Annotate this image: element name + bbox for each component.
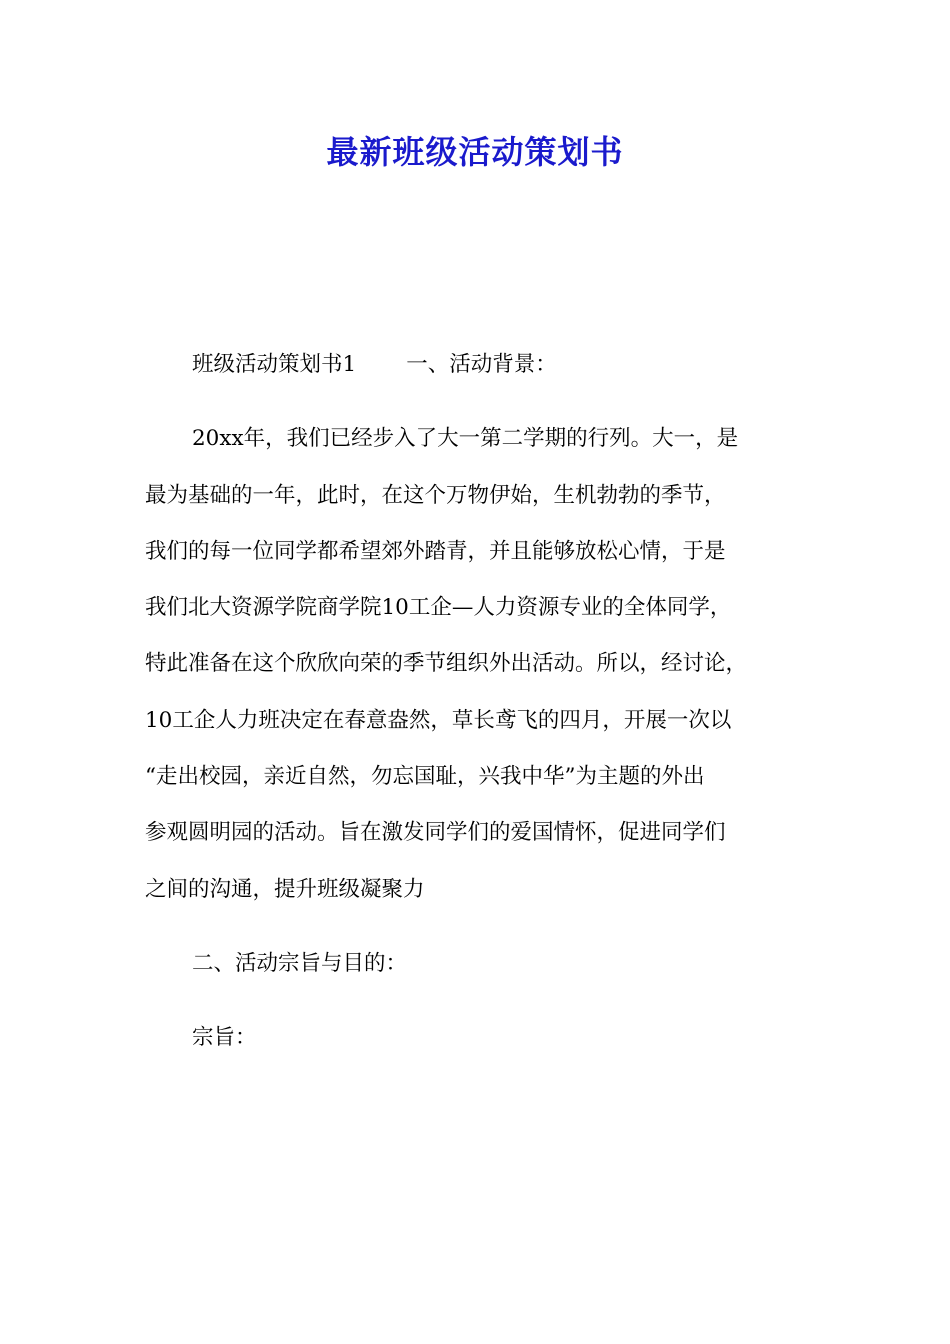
intro-line (145, 337, 810, 393)
document-body (145, 337, 810, 1067)
paragraph-line: 20xx年，我们已经步入了大一第二学期的行列。大一，是 (192, 426, 739, 452)
section-one-heading: 一、活动背景： (406, 352, 557, 377)
document-title: 最新班级活动策划书 (326, 133, 624, 171)
background-paragraph (145, 411, 810, 918)
intro-label: 班级活动策划书1 (192, 352, 357, 377)
paragraph-line: “走出校园，亲近自然，勿忘国耻，兴我中华”为主题的外出 (145, 764, 705, 790)
paragraph-line: 最为基础的一年，此时，在这个万物伊始，生机勃勃的季节， (145, 482, 726, 508)
paragraph-line: 10工企人力班决定在春意盎然，草长鸢飞的四月，开展一次以 (145, 707, 732, 733)
paragraph-line: 我们的每一位同学都希望郊外踏青，并且能够放松心情，于是 (145, 538, 726, 564)
purpose-label: 宗旨： (192, 1025, 257, 1051)
paragraph-line: 特此准备在这个欣欣向荣的季节组织外出活动。所以，经讨论， (145, 651, 748, 677)
section-two-heading: 二、活动宗旨与目的： (192, 950, 408, 976)
paragraph-line: 之间的沟通，提升班级凝聚力 (145, 876, 425, 902)
paragraph-line: 我们北大资源学院商学院10工企—人力资源专业的全体同学， (145, 595, 732, 621)
paragraph-line: 参观圆明园的活动。旨在激发同学们的爱国情怀，促进同学们 (145, 820, 726, 846)
